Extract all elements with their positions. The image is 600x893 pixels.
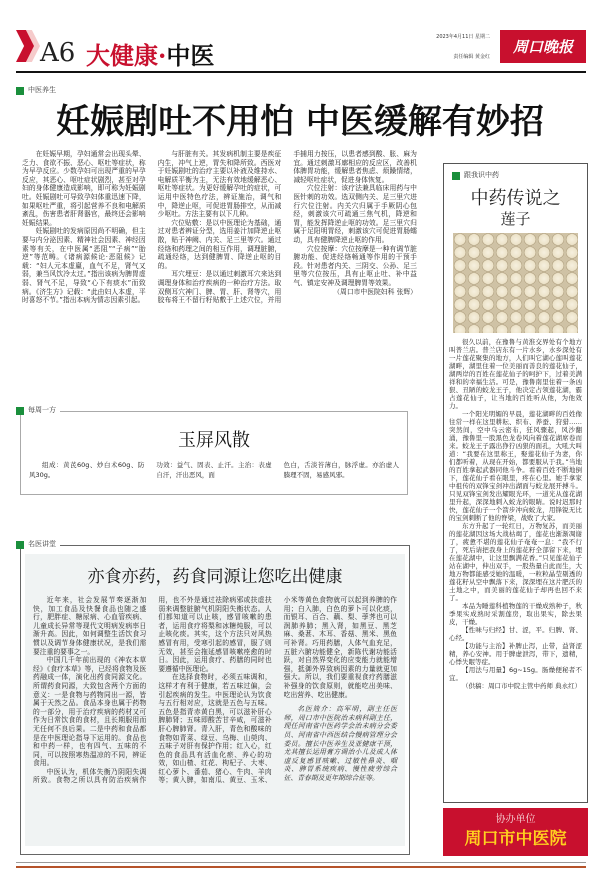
tag-label: 跟我识中药 [464,171,499,179]
green-square-icon [16,87,24,95]
paragraph: 中国几千年前出现的《神农本草经》《食疗本草》等，已经将食物及医药融成一体，演化出药食同源文化。所谓药食同源，大致包含两个方面的意义：一是食物与药物同出一源，皆属于天然之品。食品本身也属于药物的一部分，用于治疗疾病的药材又可作为日常饮食的食材，且长期服用而无任何不良后果。二是中药和食品都是在中医理论指导下运用的。食品也和中药一样，也有四气、五味的不同，可以按照寒热温凉的不同，辨证食用。 [33,656,147,768]
footer-rule-thick [16,866,586,868]
paragraph: 很久以前，在豫鲁与黄淮交界处有个地方叫普兰店。普兰店东有一片水乡，水乡深处有一片莲花聚集的地方，人们叫它湖心莲叫莲花湖畔，湖里住着一位美丽而善良的莲花仙子，湖两岸的百姓在莲花仙子的呵护下，过着美满祥和的幸福生活。可是，豫鲁南里住着一条凶狠、丑陋的蛟龙王子，他决定占领莲花湖，霸占莲花仙子，让当地的百姓听从他，为他效力。 [449,338,582,410]
article1-body [22,150,417,305]
paragraph: 穴位注射：该疗法兼具临床用药与中医针刺的功效。选双侧内关、足三里穴进行穴位注射。内关穴归属于手厥阴心包经，刺激该穴可疏通三焦气机，降逆和胃，能发挥降逆止呕的功效。足三里穴归属于足阳明胃经，刺激该穴可促进胃肠蠕动，具有健脾降逆止呕的作用。 [293,184,417,244]
paragraph: 在妊娠早期，孕妇通常会出现头晕、乏力、食欲不振、恶心、呕吐等症状，称为早孕反应。少数孕妇可出现严重的早孕反应，其恶心、呕吐症状剧烈，甚至对孕妇的身体健康造成影响，即可称为妊娠剧吐。妊娠剧吐可导致孕妇体重迅速下降，如果呕吐严重，将引起营养不良和电解质紊乱，伤害患者肝肾器官，最终还会影响妊娠结果。 [22,150,146,227]
section-tag [16,86,60,95]
section-title-red: 大健康· [86,41,167,70]
lecture-body [25,588,405,785]
paragraph: 【性味与归经】甘、涩，平。归脾、肾、心经。 [449,626,582,642]
paragraph: 本品为睡莲科植物莲的干燥成熟种子，秋季果实成熟时采割莲房，取出果实，除去果皮，干燥。 [449,602,582,626]
paragraph: 穴位按摩：穴位按摩是一种有调节脏腑功能、促进经络畅通等作用的干预手段。针对患者内关、三阴交、公孙、足三里等穴位按压，具有止呕止吐、补中益气、镇定安神及调理脾胃等效果。 [293,244,417,287]
main-headline: 妊娠剧吐不用怕 中医缓解有妙招 [56,102,544,142]
article1-byline: （周口市中医院妇科 张辉） [333,287,417,296]
paragraph: 妊娠剧吐的发病原因尚不明确，但主要与内分泌因素、精神社会因素、神经因素等有关，在中医属“恶阻”“子病”“胎逆”等范畴。《诸病源候论·恶阻候》记载：“妇人元本虚羸，血气不足，肾气又弱，兼当风饮冷太过。”指出该病为脾胃虚弱、肾气不足，导致“心下有痰水”而致病。《济生方》记载：“此由妇人本虚，平时喜怒不节。”指出本病为情志因素引起。 [22,227,146,305]
recipe-effect-cont: 色白，舌淡苔薄白，脉浮虚。亦治虚人腠理不固，易感风邪。 [283,461,399,479]
weekly-recipe-tag [16,406,60,415]
section-title-black: 中医 [166,42,215,70]
paragraph: 近年来，社会发展节奏逐渐加快，加工食品及快餐食品也随之盛行，肥胖症、糖尿病、心血管疾病、儿童成长异常等现代文明病发病率日渐升高。因此，如何调整生活饮食习惯以及调节身体健康状况，是我们需要注重的要事之一。 [33,596,147,656]
recipe-title: 玉屏风散 [178,430,250,451]
footer-rule-thin [16,862,586,863]
editor-credit: 责任编辑 黄金红 [453,54,490,60]
paragraph: 耳穴埋豆：是以通过刺激耳穴来达到调理身体和治疗疾病的一种治疗方法。取双侧耳穴神门、脾、胃、肝、肾等穴，用胶布将王不留行籽贴敷于上述穴位，并用手捕用力按压，以患者感到酸、胀、麻为宜。通过刺激耳廓相应的反应区，改善机体脾胃功能，缓解患者焦虑、烦躁情绪，减轻呕吐症状，促进身体恢复。 [157,150,417,305]
green-square-icon [452,172,460,180]
lecture-box [20,545,410,855]
herb-legend-sidebar [443,163,588,803]
sidebar-byline: （供稿：周口市中院主管中药师 典永红） [462,682,582,690]
issue-date: 2023年4月11日 星期二 [436,34,490,40]
section-title [86,36,214,71]
header-rule [16,71,586,73]
recipe-effect: 功效：益气、固表、止汗。主治：表虚自汗，汗出恶风，面 [156,461,272,479]
green-square-icon [16,407,24,415]
green-square-icon [16,541,24,549]
tag-label: 每周一方 [28,406,56,414]
paragraph: 与肝脏有关。其发病机制主要是疾征内生，冲气上逆，胃失和降所致。西医对于妊娠剧吐的治疗主要以补液及维持水、电解质平衡为主，无法有效地缓解恶心、呕吐等症状。为更好缓解孕吐的症状，可运用中医特色疗法，辨证施治，调气和中，降逆止呕，可促进胃肠排空，从而减少呕吐。方法主要有以下几种。 [157,150,282,219]
paragraph: 【用法与用量】6g~15g。肠燥便秘者不宜。 [449,666,582,682]
tag-label: 中医养生 [28,86,56,94]
co-organizer-banner [443,808,588,856]
sidebar-subtitle: 莲子 [500,210,531,228]
paragraph: 一个阳光明媚的早晨，莲花湖畔的百姓像往常一样在这里耕耘、织布、养蚕、狩猎……突然间，空中乌云密布，狂风骤起，风沙翻涌，豫鲁里一股黑色龙卷风向着莲花湖席卷而来。蛟龙王子露出狰狞凶狠的面孔，大吼大叫道：“我要在这里称王，娶莲花仙子为妻，你们都听着，从现在开始，都要服从于我。”当地的百姓拿起武器同他斗争。看着百姓不断地倒下，莲花仙子看在眼里，疼在心里。她手拿家中祖传的双锋宝剑冲出湖面与蛟龙展开搏斗。只见双锋宝剑发出耀眼光环，一道光从莲花湖里升起，深深地刺入蛟龙的眼睛。说时迟那时快，莲花仙子一个箭步冲向蛟龙，用锋锐无比的宝剑刺断了他的脊梁，战败了大家。 [449,410,582,522]
lecture-panel [25,554,405,846]
doctor-intro: 名医简介：高军明，副主任医师，周口市中医院治未病科副主任，现任河南省中医药学会治未病分会委员、河南省中西医结合慢病管理分会委员。擅长中医养生及亚健康干预，尤其擅长运用膏方调治小儿及成人体虚反复感冒咳嗽、过敏性鼻炎、咽炎、脾胃系统疾病、慢性疲劳综合征、青春期及更年期综合征等。 [283,705,397,782]
paragraph: 穴位贴敷：是以中医理论为基础，通过对患者辨证分型，选用姜汁加降逆止呕散，贴于神阙、内关、足三里等穴。通过经络和药理之间的相互作用，调理脏腑，疏通经络，达到健脾胃、降逆止呕的目的。 [157,218,282,270]
co-organizer-name: 周口市中医院 [464,829,567,849]
paragraph: 东方升起了一轮红日，万物复苏，而美丽的莲花湖因这场大战枯竭了，莲花也渐渐凋谢了，疲惫不堪的莲花仙子奄奄一息：“我不行了，死后请把我身上的莲花籽全部留下来，埋在莲花湖中，让这里飘满花香。”只见莲花仙子站在湖中，伸出双手，一股热量自此而生，大地万物都能感受她的温暖，一粒粒晶莹剔透的莲花籽从空中飘落下来，深深埋在这片肥沃的土地之中，而美丽的莲花仙子却再也回不来了。 [449,522,582,602]
recipe-body [21,452,407,480]
page-number: A6 [40,38,76,68]
weekly-recipe-box [20,411,408,495]
sidebar-body [444,333,587,690]
co-organizer-label: 协办单位 [495,814,536,825]
paragraph: 在选择食物时，必须五味调和，这样才有利于健康，若五味过偏，会引起疾病的发生。中医理论认为饮食与五行相对应，这就是五色与五味。五色是指青赤黄白黑，可以滋补肝心脾肺肾；五味即酸苦甘辛咸，可滋补肝心脾肺肾。青入肝，青色和酸味的食物如青菜、绿豆、乌梅、山萸肉、五味子对肝有保护作用；红入心，红色的食品具有活血化瘀、养心的功效，如山楂、红花、枸杞子、大枣、红心萝卜、番茄、猪心、牛肉、羊肉等；黄入脾，如南瓜、黄豆、玉米、小米等黄色食物就可以起到养脾的作用；白入肺，白色的萝卜可以化痰，而银耳、百合、藕、梨、荸荠也可以润肺养肺；黑入肾，如黑豆、黑芝麻、桑葚、木耳、香菇、黑米、黑鱼可补肾。巧用药膳，人体气血充足，五脏六腑功能健全，新陈代谢功能活跃，对自然界变化的应变能力就能增强，抵御外界致病因素的力量就更加强大。所以，我们要重视食疗药膳滋补强身的饮食原则，就能吃出美味、吃出营养、吃出健康。 [158,596,397,785]
paragraph: 中医认为，机体失衡乃阴阳失调所致。食物之所以具有防治疾病作用，也不外是通过祛除病邪或扶虚扶弱来调整脏腑气机阴阳失衡状态。人们都知道可以止咳，感冒咳嗽的患者，运用食疗将梨和冰糖炖服，可以止咳化痰。其实，这个方法只对风热感冒有用，受寒引起的感冒，服了则无效，甚至会拖延感冒咳嗽痊愈的时日。因此，运用食疗、药膳的同时也要遵循中医理论。 [33,596,272,785]
paragraph: 【功能与主治】补脾止泻，止带，益肾涩精，养心安神。用于脾虚泄泻，带下，遗精，心悸失眠等症。 [449,642,582,666]
lotus-seed-photo [453,233,578,333]
newspaper-logo: 周口晚报 [500,30,586,63]
recipe-composition: 组成：黄芪60g、炒白术60g、防风30g。 [29,461,145,479]
lecture-tag [16,540,60,549]
sidebar-title: 中药传说之 [470,188,561,209]
sidebar-tag [452,171,587,180]
tag-label: 名医讲堂 [28,540,56,548]
lecture-headline: 亦食亦药，药食同源让您吃出健康 [87,567,343,587]
